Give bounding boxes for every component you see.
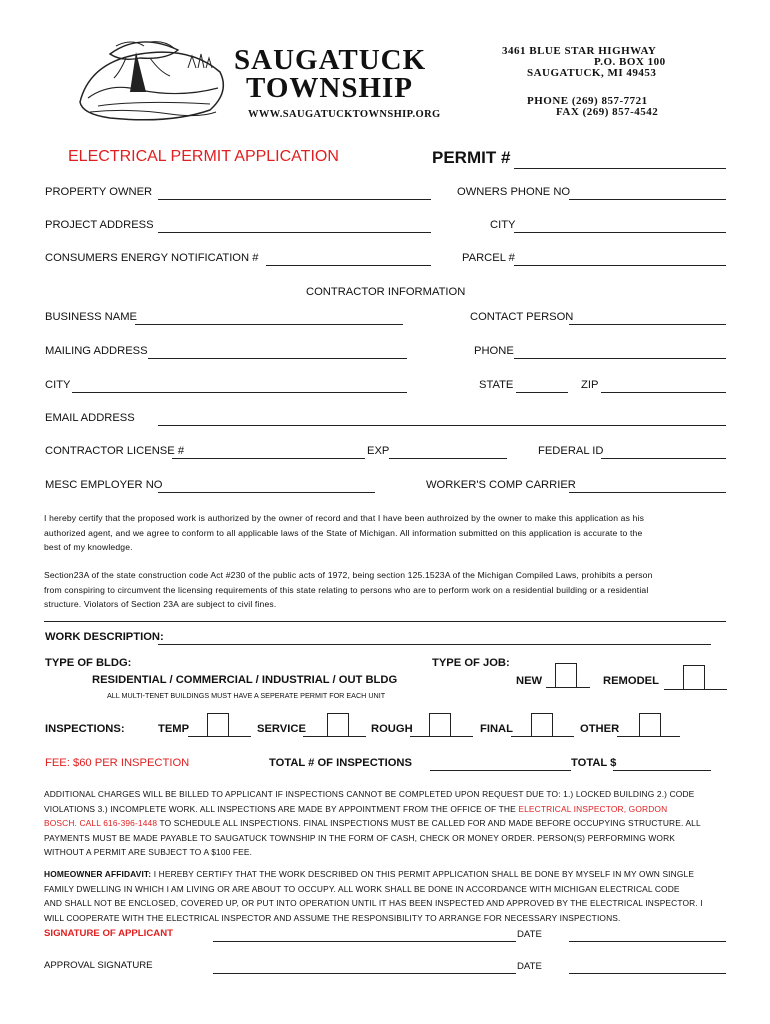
workers-comp-field[interactable] (569, 492, 726, 493)
mesc-label: MESC EMPLOYER NO (45, 479, 163, 491)
multi-tenant-note: ALL MULTI-TENET BUILDINGS MUST HAVE A SEPERATE PERMIT FOR EACH UNIT (107, 691, 386, 700)
project-address-label: PROJECT ADDRESS (45, 219, 154, 231)
inspections-label: INSPECTIONS: (45, 723, 125, 735)
state-field[interactable] (516, 392, 568, 393)
consumers-energy-label: CONSUMERS ENERGY NOTIFICATION # (45, 252, 259, 264)
address-line3: SAUGATUCK, MI 49453 (527, 67, 657, 79)
exp-label: EXP (367, 445, 390, 457)
service-checkbox[interactable] (327, 713, 349, 736)
license-field[interactable] (172, 458, 365, 459)
federal-id-field[interactable] (601, 458, 726, 459)
website: WWW.SAUGATUCKTOWNSHIP.ORG (248, 109, 441, 120)
exp-field[interactable] (389, 458, 507, 459)
permit-label: PERMIT # (432, 148, 511, 167)
contractor-phone-field[interactable] (514, 358, 726, 359)
township-logo (70, 32, 230, 124)
final-underline (511, 736, 574, 737)
license-label: CONTRACTOR LICENSE # (45, 445, 185, 457)
total-dollar-label: TOTAL $ (571, 757, 617, 769)
service-label: SERVICE (257, 723, 306, 735)
phone-number: PHONE (269) 857-7721 (527, 95, 648, 107)
date-field-2[interactable] (569, 973, 726, 974)
total-inspections-label: TOTAL # OF INSPECTIONS (269, 757, 412, 769)
temp-underline (188, 736, 251, 737)
consumers-energy-field[interactable] (266, 265, 431, 266)
new-underline (546, 687, 590, 688)
workers-comp-label: WORKER'S COMP CARRIER (426, 479, 576, 491)
other-checkbox[interactable] (639, 713, 661, 736)
township-name-line2: TOWNSHIP (246, 72, 414, 104)
section-divider (44, 621, 726, 622)
contractor-phone-label: PHONE (474, 345, 514, 357)
contact-person-field[interactable] (569, 324, 726, 325)
state-label: STATE (479, 379, 514, 391)
type-bldg-label: TYPE OF BLDG: (45, 657, 132, 669)
zip-field[interactable] (601, 392, 726, 393)
other-label: OTHER (580, 723, 620, 735)
applicant-signature-label: SIGNATURE OF APPLICANT (44, 928, 173, 939)
property-owner-field[interactable] (158, 199, 431, 200)
applicant-signature-field[interactable] (213, 941, 516, 942)
permit-number-field[interactable] (514, 168, 726, 169)
owners-phone-label: OWNERS PHONE NO (457, 186, 571, 198)
fax-number: FAX (269) 857-4542 (556, 106, 659, 118)
final-label: FINAL (480, 723, 513, 735)
email-field[interactable] (158, 425, 726, 426)
certification-paragraph: I hereby certify that the proposed work is authorized by the owner of record and that I have been authroized by the owner to make this application as his authorized agent, and we agree to conform to all applicable laws of the State of Michigan. All information submitted on this application is accurate to the best of my knowledge. (44, 513, 645, 553)
approval-signature-label: APPROVAL SIGNATURE (44, 960, 153, 971)
address-line2: P.O. BOX 100 (594, 56, 666, 68)
form-title: ELECTRICAL PERMIT APPLICATION (68, 148, 339, 165)
zip-label: ZIP (581, 379, 599, 391)
business-name-label: BUSINESS NAME (45, 311, 138, 323)
work-description-label: WORK DESCRIPTION: (45, 631, 164, 643)
city-field[interactable] (514, 232, 726, 233)
remodel-underline (664, 689, 727, 690)
project-address-field[interactable] (158, 232, 431, 233)
rough-underline (410, 736, 473, 737)
remodel-label: REMODEL (603, 675, 659, 687)
property-owner-label: PROPERTY OWNER (45, 186, 153, 198)
mailing-address-field[interactable] (148, 358, 407, 359)
fee-label: FEE: $60 PER INSPECTION (45, 757, 190, 769)
date-label-1: DATE (517, 929, 542, 940)
work-description-field[interactable] (158, 644, 711, 645)
date-field-1[interactable] (569, 941, 726, 942)
temp-checkbox[interactable] (207, 713, 229, 736)
mesc-field[interactable] (158, 492, 375, 493)
other-underline (617, 736, 680, 737)
total-inspections-field[interactable] (430, 770, 571, 771)
homeowner-affidavit: HOMEOWNER AFFIDAVIT: I HEREBY CERTIFY THAT THE WORK DESCRIBED ON THIS PERMIT APPLICATION SHALL BE DONE BY MYSELF IN MY OWN SINGLE FAMILY DWELLING IN WHICH I AM LIVING OR ARE ABOUT TO OCCUPY. ALL WORK SHALL BE DONE IN ACCORDANCE WITH MICHIGAN ELECTRICAL CODE AND SHALL NOT BE ENCLOSED, COVERED UP, OR PUT INTO OPERATION UNTIL IT HAS BEEN INSPECTED AND APPROVED BY THE ELECTRICAL INSPECTOR. I WILL COOPERATE WITH THE ELECTRICAL INSPECTOR AND ASSUME THE RESPONSIBILITY TO ARRANGE FOR NECESSARY INSPECTIONS. (44, 869, 703, 923)
contractor-city-label: CITY (45, 379, 71, 391)
contractor-city-field[interactable] (72, 392, 407, 393)
business-name-field[interactable] (135, 324, 403, 325)
parcel-label: PARCEL # (462, 252, 515, 264)
city-label: CITY (490, 219, 516, 231)
email-label: EMAIL ADDRESS (45, 412, 135, 424)
remodel-checkbox[interactable] (683, 665, 705, 689)
section23a-paragraph: Section23A of the state construction code Act #230 of the public acts of 1972, being section 125.1523A of the Michigan Compiled Laws, prohibits a person from conspiring to circumvent the licensing requirements of this state relating to persons who are to perform work on a residential building or a residential structure. Violators of Section 23A are subject to civil fines. (44, 570, 653, 610)
parcel-field[interactable] (514, 265, 726, 266)
bldg-options[interactable]: RESIDENTIAL / COMMERCIAL / INDUSTRIAL / OUT BLDG (92, 674, 398, 686)
township-name-line1: SAUGATUCK (234, 44, 427, 76)
contractor-heading: CONTRACTOR INFORMATION (306, 286, 466, 298)
contact-person-label: CONTACT PERSON (470, 311, 574, 323)
approval-signature-field[interactable] (213, 973, 516, 974)
final-checkbox[interactable] (531, 713, 553, 736)
federal-id-label: FEDERAL ID (538, 445, 604, 457)
mailing-address-label: MAILING ADDRESS (45, 345, 148, 357)
rough-checkbox[interactable] (429, 713, 451, 736)
new-label: NEW (516, 675, 543, 687)
service-underline (303, 736, 366, 737)
rough-label: ROUGH (371, 723, 413, 735)
new-checkbox[interactable] (555, 663, 577, 687)
type-job-label: TYPE OF JOB: (432, 657, 510, 669)
date-label-2: DATE (517, 961, 542, 972)
address-line1: 3461 BLUE STAR HIGHWAY (502, 45, 657, 57)
temp-label: TEMP (158, 723, 190, 735)
additional-charges-paragraph: ADDITIONAL CHARGES WILL BE BILLED TO APPLICANT IF INSPECTIONS CANNOT BE COMPLETED UPON REQUEST DUE TO: 1.) LOCKED BUILDING 2.) CODE VIOLATIONS 3.) INCOMPLETE WORK. ALL INSPECTIONS ARE MADE BY APPOINTMENT FROM THE OFFICE OF THE ELECTRICAL INSPECTOR, GORDON BOSCH. CALL 616-396-1448 TO SCHEDULE ALL INSPECTIONS. FINAL INSPECTIONS MUST BE CALLED FOR AND MADE BEFORE OCCUPYING STRUCTURE. ALL PAYMENTS MUST BE MADE PAYABLE TO SAUGATUCK TOWNSHIP IN THE FORM OF CASH, CHECK OR MONEY ORDER. PERSON(S) PERFORMING WORK WITHOUT A PERMIT ARE SUBJECT TO A $100 FEE. (44, 789, 701, 858)
total-dollar-field[interactable] (613, 770, 711, 771)
owners-phone-field[interactable] (569, 199, 726, 200)
